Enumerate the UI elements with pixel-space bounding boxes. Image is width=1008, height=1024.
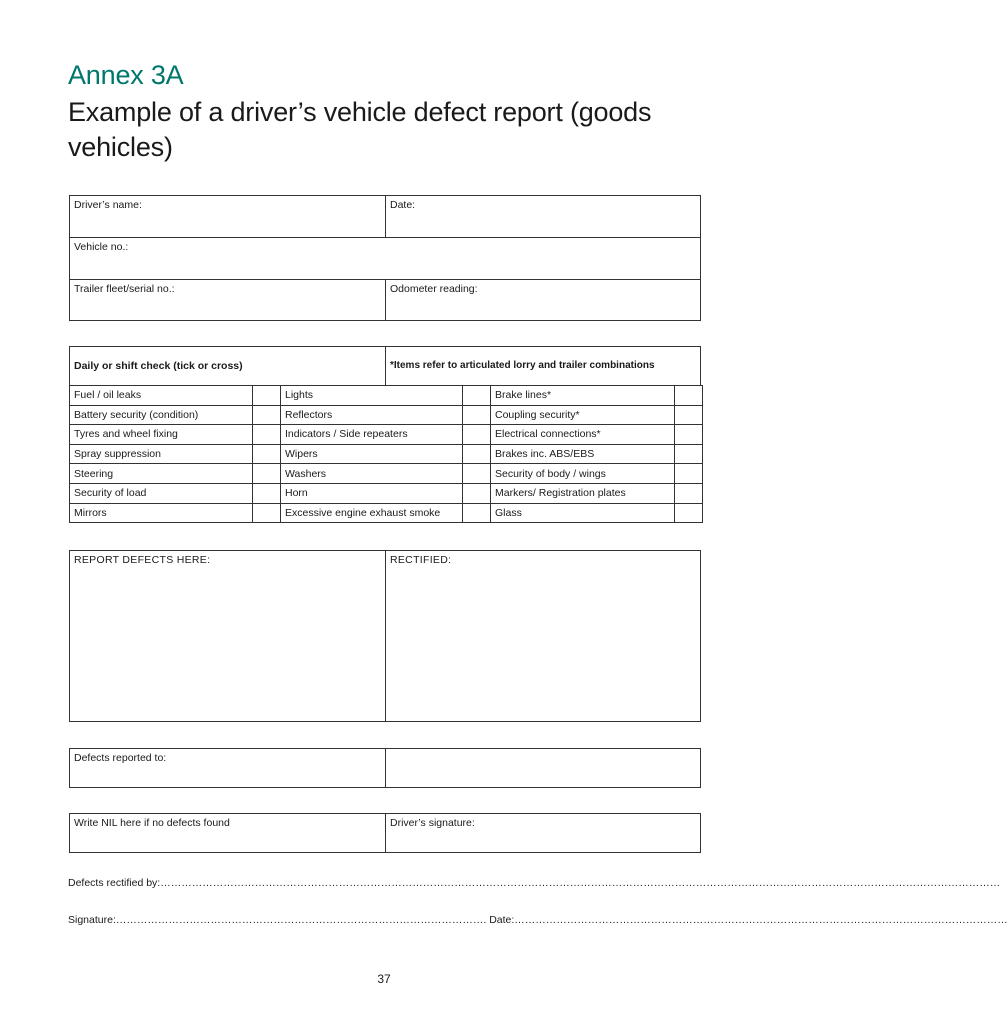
checks-header — [69, 346, 701, 386]
date-field[interactable] — [385, 195, 701, 238]
checks-table — [69, 385, 703, 523]
checks-note: *Items refer to articulated lorry and trailer combinations — [385, 346, 701, 386]
reported-to-section — [69, 748, 701, 788]
check-tick-box[interactable] — [463, 405, 491, 425]
check-item-label: Indicators / Side repeaters — [281, 425, 463, 445]
check-tick-box[interactable] — [675, 483, 703, 503]
check-tick-box[interactable] — [253, 386, 281, 406]
drivers-name-field[interactable] — [69, 195, 386, 238]
check-tick-box[interactable] — [253, 483, 281, 503]
page-title: Example of a driver’s vehicle defect report (goods vehicles) — [68, 97, 652, 162]
drivers-name-label: Driver’s name: — [74, 199, 142, 211]
rectified-field[interactable] — [385, 550, 701, 722]
driver-signature-field[interactable] — [385, 813, 701, 853]
check-tick-box[interactable] — [253, 405, 281, 425]
check-row — [70, 405, 703, 425]
check-item-label: Brake lines* — [491, 386, 675, 406]
reported-to-value-field[interactable] — [385, 748, 701, 788]
check-tick-box[interactable] — [463, 483, 491, 503]
check-tick-box[interactable] — [675, 464, 703, 484]
signature-date-line[interactable]: Signature:……………………………………………………………………………………………. Date:…………………………………………………………………………………………………………………………… — [68, 914, 1008, 926]
check-tick-box[interactable] — [463, 503, 491, 523]
check-item-label: Coupling security* — [491, 405, 675, 425]
check-tick-box[interactable] — [675, 425, 703, 445]
check-tick-box[interactable] — [675, 386, 703, 406]
check-item-label: Horn — [281, 483, 463, 503]
check-item-label: Excessive engine exhaust smoke — [281, 503, 463, 523]
report-defects-label: REPORT DEFECTS HERE: — [74, 554, 211, 566]
check-item-label: Security of body / wings — [491, 464, 675, 484]
check-item-label: Tyres and wheel fixing — [70, 425, 253, 445]
check-item-label: Spray suppression — [70, 444, 253, 464]
check-item-label: Wipers — [281, 444, 463, 464]
check-item-label: Security of load — [70, 483, 253, 503]
reported-to-field[interactable] — [69, 748, 386, 788]
signoff-section — [69, 813, 701, 853]
check-tick-box[interactable] — [253, 503, 281, 523]
odometer-field[interactable] — [385, 279, 701, 321]
check-tick-box[interactable] — [253, 425, 281, 445]
check-tick-box[interactable] — [675, 405, 703, 425]
check-row — [70, 425, 703, 445]
page-number: 37 — [377, 972, 391, 986]
nil-field[interactable] — [69, 813, 386, 853]
check-tick-box[interactable] — [675, 503, 703, 523]
defects-section — [69, 550, 701, 722]
rectified-by-line[interactable]: Defects rectified by:…………………………………………………………………………………………………………………………………………………………………………………………………………………… — [68, 877, 1001, 889]
driver-signature-label: Driver’s signature: — [390, 817, 475, 829]
rectified-label: RECTIFIED: — [390, 554, 452, 566]
check-tick-box[interactable] — [463, 425, 491, 445]
odometer-label: Odometer reading: — [390, 283, 478, 295]
check-tick-box[interactable] — [463, 386, 491, 406]
check-tick-box[interactable] — [253, 444, 281, 464]
nil-label: Write NIL here if no defects found — [74, 817, 230, 829]
check-item-label: Steering — [70, 464, 253, 484]
check-item-label: Glass — [491, 503, 675, 523]
check-item-label: Markers/ Registration plates — [491, 483, 675, 503]
check-tick-box[interactable] — [675, 444, 703, 464]
vehicle-no-field[interactable] — [69, 237, 701, 280]
reported-to-label: Defects reported to: — [74, 752, 167, 764]
date-label: Date: — [390, 199, 416, 211]
annex-heading: Annex 3A — [68, 60, 184, 90]
check-row — [70, 444, 703, 464]
vehicle-no-label: Vehicle no.: — [74, 241, 129, 253]
trailer-field[interactable] — [69, 279, 386, 321]
checks-heading: Daily or shift check (tick or cross) — [69, 346, 386, 386]
check-item-label: Fuel / oil leaks — [70, 386, 253, 406]
check-tick-box[interactable] — [253, 464, 281, 484]
check-item-label: Brakes inc. ABS/EBS — [491, 444, 675, 464]
check-row — [70, 483, 703, 503]
check-tick-box[interactable] — [463, 464, 491, 484]
check-tick-box[interactable] — [463, 444, 491, 464]
check-item-label: Washers — [281, 464, 463, 484]
check-item-label: Mirrors — [70, 503, 253, 523]
check-row — [70, 386, 703, 406]
check-item-label: Electrical connections* — [491, 425, 675, 445]
check-item-label: Reflectors — [281, 405, 463, 425]
check-item-label: Lights — [281, 386, 463, 406]
check-row — [70, 503, 703, 523]
driver-details-form — [69, 195, 701, 321]
check-item-label: Battery security (condition) — [70, 405, 253, 425]
trailer-label: Trailer fleet/serial no.: — [74, 283, 175, 295]
check-row — [70, 464, 703, 484]
report-defects-field[interactable] — [69, 550, 386, 722]
